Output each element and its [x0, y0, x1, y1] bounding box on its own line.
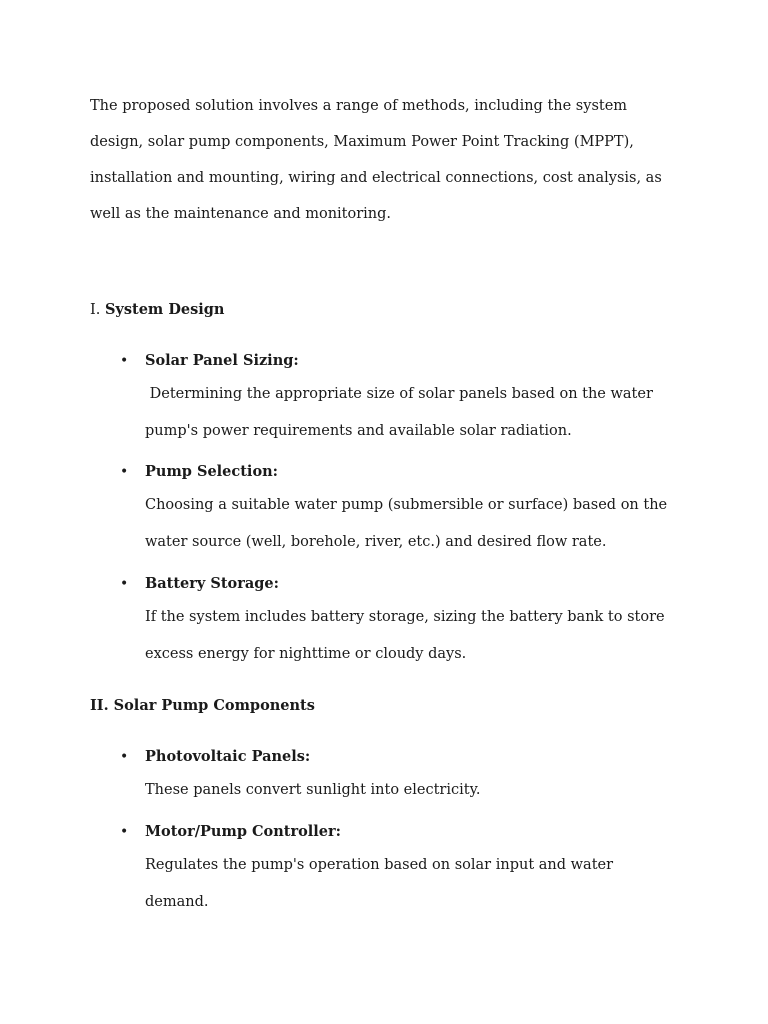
section-title: II. Solar Pump Components: [90, 697, 315, 714]
item-description: Choosing a suitable water pump (submersible or surface) based on the water source (well, borehole, river, etc.) and desired flow rate.: [145, 497, 668, 550]
item-description: If the system includes battery storage, sizing the battery bank to store excess energy for nighttime or cloudy days.: [145, 609, 665, 662]
item-description: These panels convert sunlight into electricity.: [145, 782, 481, 798]
intro-paragraph: The proposed solution involves a range of methods, including the system design, solar pump components, Maximum Power Point Tracking (MPPT), installation and mounting, wiring and electrical connections, cost analysis, as well as the maintenance and monitoring.: [90, 98, 662, 222]
item-title: Photovoltaic Panels:: [145, 748, 311, 765]
item-title: Battery Storage:: [145, 575, 279, 592]
bullet-icon: •: [120, 464, 129, 480]
item-title: Solar Panel Sizing:: [145, 352, 299, 369]
item-title: Pump Selection:: [145, 463, 279, 480]
section-title: System Design: [104, 301, 225, 318]
section-heading-system-design: [90, 299, 224, 321]
item-title: Motor/Pump Controller:: [145, 823, 341, 840]
bullet-icon: •: [120, 824, 129, 840]
item-description: Regulates the pump's operation based on solar input and water demand.: [145, 857, 614, 910]
bullet-icon: •: [120, 749, 129, 765]
section-heading-solar-pump-components: [90, 695, 315, 717]
section-numeral: I.: [90, 302, 101, 318]
bullet-icon: •: [120, 353, 129, 369]
bullet-icon: •: [120, 576, 129, 592]
item-description: Determining the appropriate size of solar panels based on the water pump's power requirements and available solar radiation.: [145, 386, 658, 439]
